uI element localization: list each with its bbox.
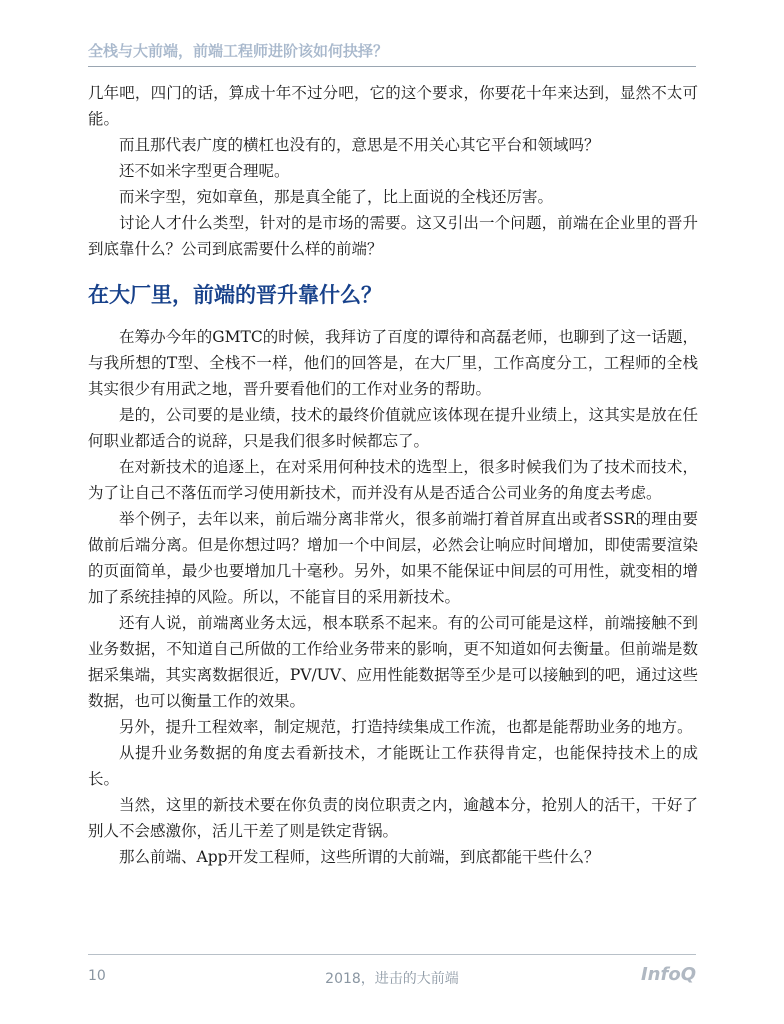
footer-divider	[88, 954, 696, 955]
paragraph: 是的，公司要的是业绩，技术的最终价值就应该体现在提升业绩上，这其实是放在任何职业都适合的说辞，只是我们很多时候都忘了。	[88, 406, 698, 450]
paragraph: 而米字型，宛如章鱼，那是真全能了，比上面说的全栈还厉害。	[119, 188, 554, 206]
running-header-title: 全栈与大前端，前端工程师进阶该如何抉择？	[88, 42, 389, 60]
paragraph: 那么前端、App开发工程师，这些所谓的大前端，到底都能干些什么？	[119, 848, 600, 866]
paragraph: 讨论人才什么类型，针对的是市场的需要。这又引出一个问题，前端在企业里的晋升到底靠什么？公司到底需要什么样的前端？	[88, 214, 698, 258]
paragraph: 而且那代表广度的横杠也没有的，意思是不用关心其它平台和领域吗？	[119, 136, 600, 154]
paragraph: 当然，这里的新技术要在你负责的岗位职责之内，逾越本分，抢别人的活干，干好了别人不会感激你，活儿干差了则是铁定背锅。	[88, 796, 698, 840]
paragraph: 另外，提升工程效率，制定规范，打造持续集成工作流，也都是能帮助业务的地方。	[119, 718, 693, 736]
section-heading: 在大厂里，前端的晋升靠什么？	[88, 283, 382, 307]
paragraph: 举个例子，去年以来，前后端分离非常火，很多前端打着首屏直出或者SSR的理由要做前后端分离。但是你想过吗？增加一个中间层，必然会让响应时间增加，即使需要渲染的页面简单，最少也要增加几十毫秒。另外，如果不能保证中间层的可用性，就变相的增加了系统挂掉的风险。所以，不能盲目的采用新技术。	[88, 510, 698, 606]
paragraph: 从提升业务数据的角度去看新技术，才能既让工作获得肯定，也能保持技术上的成长。	[88, 744, 698, 788]
header-divider	[88, 66, 696, 67]
paragraph: 还不如米字型更合理呢。	[119, 162, 290, 180]
page-number: 10	[88, 968, 106, 984]
paragraph: 还有人说，前端离业务太远，根本联系不起来。有的公司可能是这样，前端接触不到业务数据，不知道自己所做的工作给业务带来的影响，更不知道如何去衡量。但前端是数据采集端，其实离数据很近，PV/UV、应用性能数据等至少是可以接触到的吧，通过这些数据，也可以衡量工作的效果。	[88, 614, 698, 710]
paragraph: 在对新技术的追逐上，在对采用何种技术的选型上，很多时候我们为了技术而技术，为了让自己不落伍而学习使用新技术，而并没有从是否适合公司业务的角度去考虑。	[88, 458, 698, 502]
infoq-logo: InfoQ	[640, 964, 696, 985]
footer-publication-title: 2018，进击的大前端	[325, 971, 459, 987]
paragraph: 在筹办今年的GMTC的时候，我拜访了百度的谭待和高磊老师，也聊到了这一话题，与我所想的T型、全栈不一样，他们的回答是，在大厂里，工作高度分工，工程师的全栈其实很少有用武之地，晋升要看他们的工作对业务的帮助。	[88, 328, 698, 398]
article-body	[88, 80, 698, 870]
paragraph: 几年吧，四门的话，算成十年不过分吧，它的这个要求，你要花十年来达到，显然不太可能。	[88, 84, 698, 128]
